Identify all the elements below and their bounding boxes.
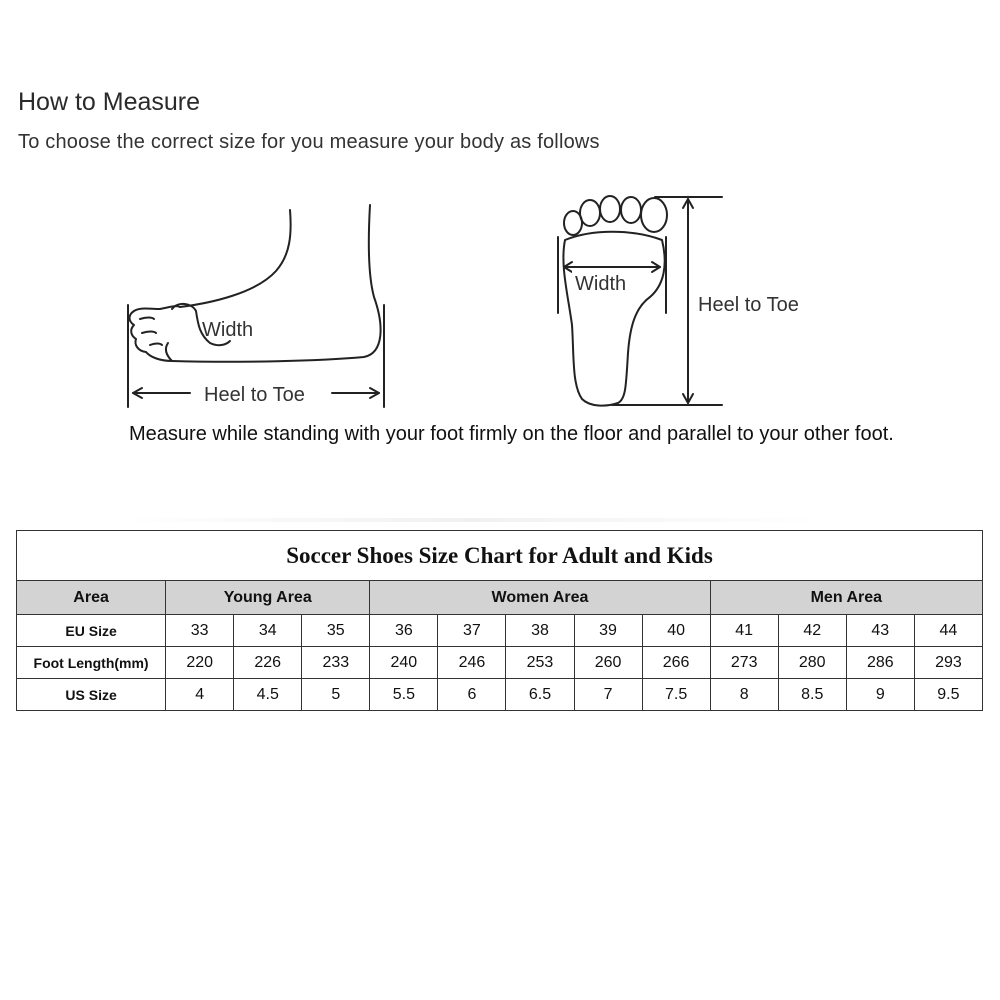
size-cell: 33 [166,615,234,647]
size-cell: 293 [914,647,982,679]
size-cell: 9.5 [914,679,982,711]
size-cell: 7.5 [642,679,710,711]
size-cell: 6.5 [506,679,574,711]
side-heel-to-toe-label: Heel to Toe [204,384,305,406]
row-label: EU Size [17,615,166,647]
size-cell: 226 [234,647,302,679]
size-chart-title: Soccer Shoes Size Chart for Adult and Kids [17,531,983,581]
us-size-row [17,679,983,711]
side-width-label: Width [202,319,254,341]
size-chart-table [16,530,983,711]
size-cell: 4 [166,679,234,711]
size-chart-header-row [17,581,983,615]
size-cell: 8.5 [778,679,846,711]
eu-size-row [17,615,983,647]
size-cell: 8 [710,679,778,711]
sole-width-label: Width [575,273,627,295]
sole-heel-to-toe-label: Heel to Toe [698,294,799,316]
size-cell: 273 [710,647,778,679]
group-header-young: Young Area [166,581,370,615]
size-cell: 37 [438,615,506,647]
size-cell: 42 [778,615,846,647]
size-cell: 4.5 [234,679,302,711]
page-title: How to Measure [18,88,201,116]
size-cell: 246 [438,647,506,679]
scan-artifact [120,518,820,522]
size-cell: 5 [302,679,370,711]
foot-length-row [17,647,983,679]
size-cell: 41 [710,615,778,647]
size-cell: 253 [506,647,574,679]
row-label: US Size [17,679,166,711]
group-header-women: Women Area [370,581,710,615]
size-cell: 38 [506,615,574,647]
size-cell: 7 [574,679,642,711]
size-cell: 43 [846,615,914,647]
size-cell: 260 [574,647,642,679]
size-cell: 5.5 [370,679,438,711]
size-cell: 266 [642,647,710,679]
size-cell: 35 [302,615,370,647]
size-cell: 280 [778,647,846,679]
area-header: Area [17,581,166,615]
size-cell: 6 [438,679,506,711]
measurement-instruction: Measure while standing with your foot firmly on the floor and parallel to your other foot. [129,423,894,445]
size-cell: 36 [370,615,438,647]
size-cell: 220 [166,647,234,679]
row-label: Foot Length(mm) [17,647,166,679]
size-cell: 40 [642,615,710,647]
page-subtitle: To choose the correct size for you measure your body as follows [18,131,600,153]
side-foot-illustration [128,205,384,407]
size-cell: 9 [846,679,914,711]
size-cell: 44 [914,615,982,647]
measurement-illustrations [0,185,1000,425]
group-header-men: Men Area [710,581,982,615]
size-cell: 286 [846,647,914,679]
size-cell: 240 [370,647,438,679]
size-cell: 39 [574,615,642,647]
size-cell: 233 [302,647,370,679]
size-cell: 34 [234,615,302,647]
